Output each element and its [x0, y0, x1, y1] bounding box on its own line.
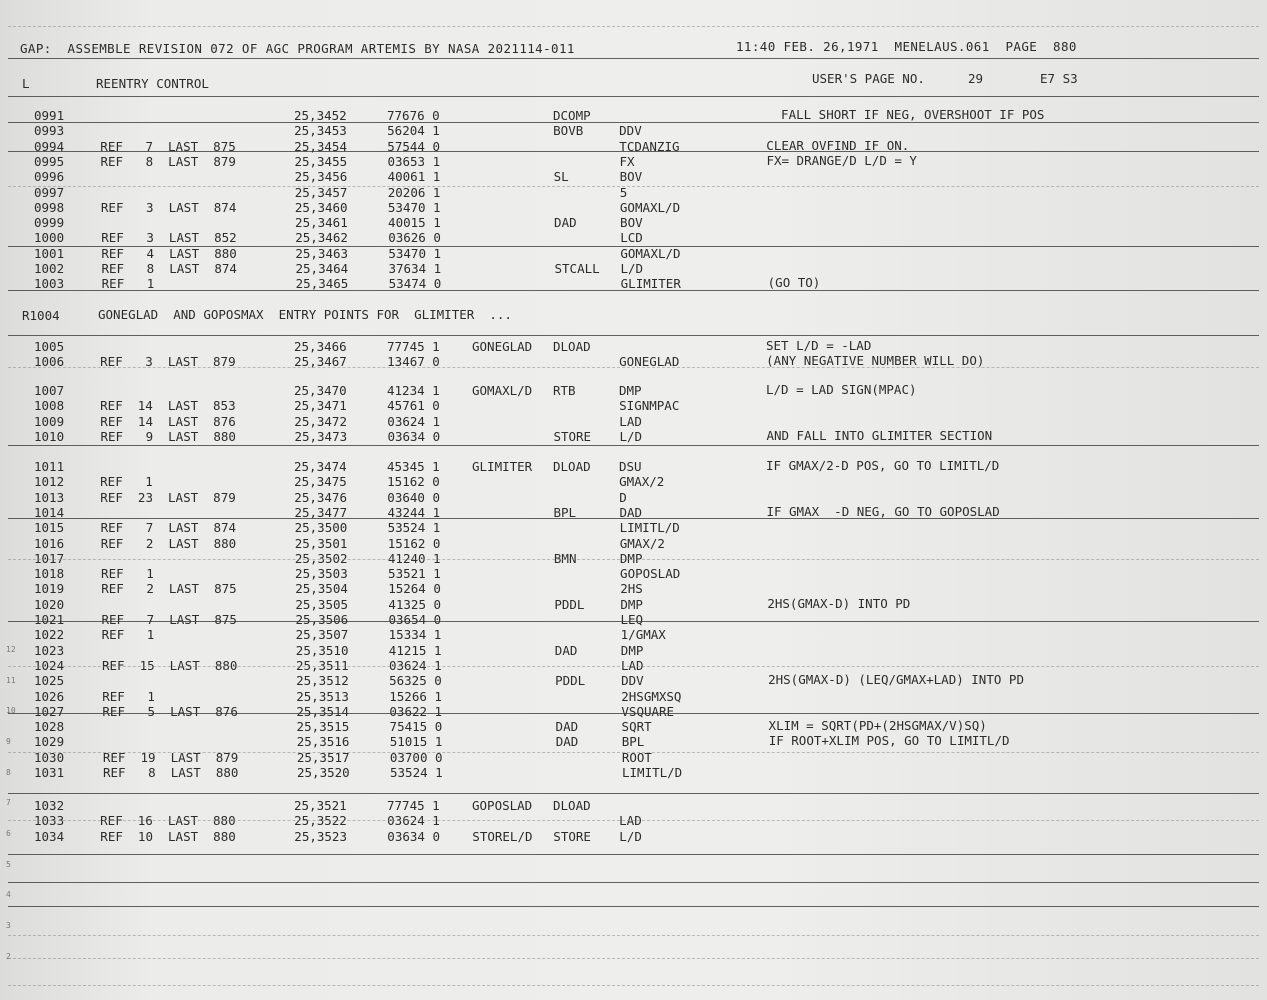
row-ref: REF 5 LAST 876	[102, 703, 238, 719]
row-addr: 25,3514	[296, 703, 350, 719]
row-seq: 1034	[34, 828, 65, 844]
row-seq: 1021	[34, 612, 65, 627]
row-addr: 25,3512	[296, 673, 349, 689]
row-seq: 0998	[34, 199, 65, 215]
row-word: 53470 1	[387, 199, 441, 215]
margin-number: 10	[6, 706, 16, 715]
row-seq: 1014	[34, 504, 65, 520]
page-guide	[8, 367, 1259, 368]
row-seq: 1010	[34, 428, 65, 444]
row-word: 75415 0	[389, 719, 443, 735]
row-seq: 1013	[34, 489, 65, 505]
row-operand: DDV	[619, 123, 642, 139]
row-operand: DDV	[621, 673, 644, 689]
row-operand: TCDANZIG	[619, 138, 680, 154]
row-comment: IF GMAX/2-D POS, GO TO LIMITL/D	[766, 458, 1000, 473]
row-seq: 1002	[34, 261, 65, 276]
page-guide	[8, 820, 1259, 821]
row-addr: 25,3502	[294, 550, 348, 566]
row-operand: VSQUARE	[621, 703, 675, 719]
row-addr: 25,3466	[294, 339, 347, 354]
row-word: 57544 0	[387, 138, 440, 154]
row-addr: 25,3467	[294, 354, 347, 370]
row-label: GONEGLAD	[472, 339, 533, 354]
user-page-label: USER'S PAGE NO.	[812, 71, 925, 86]
row-ref: REF 4 LAST 880	[101, 245, 237, 261]
page-rule	[8, 882, 1259, 883]
row-addr: 25,3462	[295, 230, 348, 246]
row-ref: REF 3 LAST 852	[101, 230, 237, 246]
row-seq: 1015	[34, 520, 65, 536]
row-addr: 25,3503	[295, 566, 348, 582]
row-seq: 1009	[34, 413, 65, 429]
row-word: 03622 1	[389, 703, 443, 719]
row-addr: 25,3523	[294, 828, 347, 844]
row-op: DAD	[554, 215, 577, 231]
margin-number: 5	[6, 860, 11, 869]
margin-number: 8	[6, 768, 11, 777]
row-addr: 25,3455	[294, 153, 348, 169]
row-operand: GMAX/2	[619, 474, 665, 490]
listing-header-left: GAP: ASSEMBLE REVISION 072 OF AGC PROGRAM ARTEMIS BY NASA 2021114-011	[20, 41, 575, 56]
row-addr: 25,3471	[294, 398, 347, 414]
row-seq: 1003	[34, 276, 65, 292]
row-operand: LAD	[619, 413, 642, 429]
row-word: 41240 1	[387, 550, 441, 566]
margin-number: 9	[6, 737, 11, 746]
page-rule	[8, 335, 1259, 336]
row-seq: 1012	[34, 474, 65, 490]
row-word: 37634 1	[388, 261, 442, 276]
row-addr: 25,3506	[295, 612, 349, 627]
row-operand: ROOT	[621, 749, 652, 765]
row-operand: BOV	[620, 215, 643, 231]
row-ref: REF 1	[100, 474, 153, 490]
remark-text: GONEGLAD AND GOPOSMAX ENTRY POINTS FOR GLIMITER ...	[98, 307, 512, 322]
row-seq: 0994	[34, 138, 65, 154]
row-addr: 25,3461	[295, 215, 348, 231]
row-op: RTB	[553, 383, 576, 398]
row-word: 53524 1	[387, 520, 441, 536]
margin-number: 12	[6, 645, 16, 654]
row-op: DLOAD	[553, 339, 591, 354]
row-addr: 25,3464	[295, 261, 349, 276]
row-operand: GMAX/2	[619, 535, 665, 551]
page-rule	[8, 621, 1259, 622]
page-rule	[8, 518, 1259, 519]
row-word: 15334 1	[388, 627, 442, 643]
row-addr: 25,3460	[294, 199, 348, 215]
row-operand: DMP	[620, 642, 644, 658]
row-seq: 1023	[34, 642, 65, 658]
row-word: 77745 1	[387, 339, 440, 354]
row-ref: REF 15 LAST 880	[101, 657, 238, 673]
row-op: BOVB	[553, 123, 584, 139]
section-title: REENTRY CONTROL	[96, 76, 209, 91]
row-comment: (GO TO)	[767, 275, 821, 291]
row-addr: 25,3511	[295, 657, 349, 673]
row-seq: 0991	[34, 108, 65, 123]
row-word: 40015 1	[388, 215, 441, 231]
row-comment: FALL SHORT IF NEG, OVERSHOOT IF POS	[766, 107, 1045, 122]
row-word: 20206 1	[387, 184, 441, 200]
row-label: GOPOSLAD	[472, 798, 533, 813]
row-seq: 1027	[34, 703, 65, 719]
row-addr: 25,3475	[294, 474, 347, 490]
row-operand: BPL	[621, 734, 645, 750]
row-operand: DMP	[620, 596, 643, 612]
margin-number: 3	[6, 921, 11, 930]
row-word: 51015 1	[389, 734, 443, 750]
page-rule	[8, 290, 1259, 291]
row-ref: REF 16 LAST 880	[100, 813, 236, 829]
row-addr: 25,3452	[294, 108, 347, 123]
row-addr: 25,3510	[295, 642, 349, 658]
row-seq: 1019	[34, 581, 65, 597]
page-guide	[8, 958, 1259, 959]
row-seq: 1032	[34, 798, 65, 813]
row-comment: FX= DRANGE/D L/D = Y	[766, 152, 917, 168]
page-guide	[8, 752, 1259, 753]
listing-header-right: 11:40 FEB. 26,1971 MENELAUS.061 PAGE 880	[736, 39, 1077, 54]
row-addr: 25,3517	[296, 749, 350, 765]
row-ref: REF 10 LAST 880	[100, 828, 236, 844]
row-operand: DAD	[619, 504, 643, 520]
page-guide	[8, 186, 1259, 187]
row-comment: IF GMAX -D NEG, GO TO GOPOSLAD	[766, 503, 1000, 519]
row-op: STORE	[553, 828, 591, 844]
row-ref: REF 2 LAST 875	[101, 581, 237, 597]
row-word: 56204 1	[387, 123, 440, 139]
row-seq: 1031	[34, 765, 65, 780]
row-addr: 25,3515	[296, 719, 350, 735]
row-word: 41215 1	[388, 642, 442, 658]
row-operand: DMP	[619, 550, 643, 566]
row-ref: REF 8 LAST 874	[101, 261, 237, 276]
row-operand: GLIMITER	[620, 276, 681, 292]
row-word: 53474 0	[388, 276, 442, 292]
row-operand: D	[619, 489, 627, 505]
row-ref: REF 8 LAST 880	[103, 765, 239, 780]
row-label: GLIMITER	[472, 459, 533, 474]
row-ref: REF 19 LAST 879	[102, 749, 239, 765]
row-seq: 1024	[34, 657, 65, 673]
row-operand: GONEGLAD	[619, 354, 680, 370]
page-rule	[8, 713, 1259, 714]
row-comment: 2HS(GMAX-D) (LEQ/GMAX+LAD) INTO PD	[768, 672, 1024, 688]
row-operand: BOV	[619, 169, 643, 185]
margin-number: 11	[6, 676, 16, 685]
row-operand: LIMITL/D	[622, 765, 683, 780]
row-addr: 25,3476	[294, 489, 347, 505]
row-word: 03624 1	[387, 413, 440, 429]
row-addr: 25,3516	[296, 734, 350, 750]
row-op: STCALL	[554, 261, 600, 276]
margin-number: 2	[6, 952, 11, 961]
margin-number: 6	[6, 829, 11, 838]
row-word: 53524 1	[390, 765, 443, 780]
row-seq: 1026	[34, 688, 65, 704]
page-guide	[8, 559, 1259, 560]
row-operand: 2HS	[620, 581, 643, 597]
page-rule	[8, 58, 1259, 59]
row-ref: REF 14 LAST 876	[100, 413, 236, 429]
row-seq: 0996	[34, 169, 65, 185]
row-operand: DMP	[619, 383, 642, 398]
page-rule	[8, 445, 1259, 446]
row-operand: DSU	[619, 459, 642, 474]
row-word: 53470 1	[388, 245, 442, 261]
row-seq: 1007	[34, 383, 65, 398]
row-operand: 2HSGMXSQ	[621, 688, 682, 704]
row-ref: REF 1	[102, 688, 155, 704]
row-word: 53521 1	[388, 566, 441, 582]
row-word: 03634 0	[387, 828, 440, 844]
row-word: 40061 1	[387, 169, 441, 185]
row-word: 03700 0	[389, 749, 443, 765]
row-ref: REF 9 LAST 880	[100, 428, 236, 444]
row-seq: 1022	[34, 627, 65, 643]
page-guide	[8, 985, 1259, 986]
row-word: 15162 0	[387, 474, 440, 490]
row-addr: 25,3522	[294, 813, 347, 829]
row-addr: 25,3477	[294, 504, 348, 520]
row-operand: LCD	[620, 230, 643, 246]
row-operand: 5	[619, 184, 628, 200]
row-addr: 25,3504	[295, 581, 348, 597]
page-guide	[8, 935, 1259, 936]
row-addr: 25,3453	[294, 123, 347, 139]
row-seq: 1029	[34, 734, 65, 750]
row-word: 77676 0	[387, 108, 440, 123]
page-rule	[8, 906, 1259, 907]
row-operand: 1/GMAX	[620, 627, 666, 643]
row-seq: 1011	[34, 459, 65, 474]
row-word: 43244 1	[387, 504, 441, 520]
row-operand: GOMAXL/D	[619, 199, 681, 215]
row-word: 03654 0	[388, 612, 442, 627]
row-word: 45345 1	[387, 459, 440, 474]
row-operand: LAD	[620, 657, 644, 673]
row-comment: SET L/D = -LAD	[766, 338, 872, 353]
row-addr: 25,3474	[294, 459, 347, 474]
row-operand: FX	[619, 153, 635, 169]
row-operand: L/D	[619, 828, 642, 844]
row-op: PDDL	[554, 596, 585, 612]
page-guide	[8, 26, 1259, 27]
row-ref: REF 3 LAST 879	[100, 354, 236, 370]
row-op: DAD	[555, 734, 579, 750]
row-operand: SIGNMPAC	[619, 398, 680, 414]
row-word: 15162 0	[387, 535, 441, 551]
row-seq: 1000	[34, 230, 65, 246]
row-operand: LEQ	[620, 612, 644, 627]
row-operand: SQRT	[621, 719, 652, 735]
row-seq: 0993	[34, 123, 65, 139]
row-comment: 2HS(GMAX-D) INTO PD	[767, 595, 911, 611]
row-addr: 25,3463	[295, 245, 349, 261]
row-operand: GOMAXL/D	[620, 245, 681, 261]
row-operand: LIMITL/D	[619, 520, 680, 536]
row-operand: L/D	[620, 261, 644, 276]
page-rule	[8, 246, 1259, 247]
user-page-number: 29	[968, 71, 984, 86]
row-op: BMN	[553, 550, 577, 566]
row-op: DLOAD	[553, 459, 591, 474]
row-comment: XLIM = SQRT(PD+(2HSGMAX/V)SQ)	[768, 718, 987, 734]
row-op: DLOAD	[553, 798, 591, 813]
row-operand: GOPOSLAD	[620, 566, 681, 582]
row-ref: REF 3 LAST 874	[100, 199, 237, 215]
row-seq: 1030	[34, 749, 65, 765]
row-seq: 1008	[34, 398, 65, 414]
margin-number: 7	[6, 798, 11, 807]
row-word: 03624 1	[387, 813, 440, 829]
row-ref: REF 1	[101, 566, 154, 582]
row-seq: 1016	[34, 535, 65, 551]
row-label: STOREL/D	[472, 828, 533, 844]
row-word: 03634 0	[387, 428, 441, 444]
margin-number: 4	[6, 890, 11, 899]
row-addr: 25,3472	[294, 413, 347, 429]
row-op: DCOMP	[553, 108, 591, 123]
row-addr: 25,3513	[296, 688, 349, 704]
row-ref: REF 7 LAST 874	[100, 520, 237, 536]
row-operand: LAD	[619, 813, 642, 829]
row-seq: 1025	[34, 673, 65, 689]
row-comment: IF ROOT+XLIM POS, GO TO LIMITL/D	[768, 733, 1010, 749]
row-word: 45761 0	[387, 398, 440, 414]
row-addr: 25,3505	[295, 596, 349, 612]
row-label: GOMAXL/D	[472, 383, 533, 398]
row-ref: REF 2 LAST 880	[100, 535, 237, 551]
row-ref: REF 23 LAST 879	[100, 489, 236, 505]
page-rule	[8, 854, 1259, 855]
row-ref: REF 14 LAST 853	[100, 398, 236, 414]
row-addr: 25,3470	[294, 383, 347, 398]
page-guide	[8, 666, 1259, 667]
row-addr: 25,3465	[295, 276, 349, 292]
row-addr: 25,3501	[294, 535, 348, 551]
row-ref: REF 7 LAST 875	[100, 138, 236, 154]
row-ref: REF 8 LAST 879	[100, 153, 236, 169]
row-addr: 25,3456	[294, 169, 348, 185]
row-operand: L/D	[619, 428, 643, 444]
row-addr: 25,3520	[297, 765, 350, 780]
row-addr: 25,3457	[294, 184, 348, 200]
row-seq: 0997	[34, 184, 65, 200]
row-addr: 25,3521	[294, 798, 347, 813]
row-word: 41325 0	[388, 596, 442, 612]
row-word: 41234 1	[387, 383, 440, 398]
remark-seq: R1004	[22, 308, 60, 323]
row-word: 03640 0	[387, 489, 440, 505]
row-ref: REF 7 LAST 875	[101, 612, 237, 627]
row-word: 56325 0	[389, 673, 442, 689]
row-op: BPL	[553, 504, 577, 520]
row-comment: L/D = LAD SIGN(MPAC)	[766, 382, 917, 397]
row-ref: REF 1	[101, 276, 155, 292]
page-rule	[8, 96, 1259, 97]
row-op: STORE	[553, 428, 592, 444]
row-seq: 0995	[34, 153, 65, 169]
row-comment: CLEAR OVFIND IF ON.	[766, 137, 910, 153]
row-word: 15266 1	[389, 688, 442, 704]
row-word: 03626 0	[388, 230, 441, 246]
row-op: SL	[553, 169, 569, 185]
row-op: DAD	[554, 642, 578, 658]
row-comment: AND FALL INTO GLIMITER SECTION	[766, 427, 993, 443]
row-word: 03624 1	[388, 657, 442, 673]
row-seq: 1033	[34, 813, 65, 829]
row-seq: 1018	[34, 566, 65, 582]
page-rule	[8, 122, 1259, 123]
row-seq: 1005	[34, 339, 65, 354]
page-rule	[8, 793, 1259, 794]
row-word: 15264 0	[388, 581, 441, 597]
row-addr: 25,3500	[294, 520, 348, 536]
listing-mark: L	[22, 76, 30, 91]
tape-id: E7 S3	[1040, 71, 1078, 86]
row-seq: 1006	[34, 354, 65, 370]
row-word: 13467 0	[387, 354, 440, 370]
row-op: DAD	[555, 719, 579, 735]
row-seq: 1017	[34, 550, 65, 566]
row-comment: (ANY NEGATIVE NUMBER WILL DO)	[766, 353, 985, 369]
row-seq: 0999	[34, 215, 65, 231]
page-rule	[8, 151, 1259, 152]
row-seq: 1001	[34, 245, 65, 261]
row-word: 77745 1	[387, 798, 440, 813]
row-seq: 1028	[34, 719, 65, 735]
row-op: PDDL	[555, 673, 586, 689]
row-word: 03653 1	[387, 153, 441, 169]
row-addr: 25,3454	[294, 138, 347, 154]
row-addr: 25,3473	[294, 428, 348, 444]
row-addr: 25,3507	[295, 627, 349, 643]
row-ref: REF 1	[101, 627, 155, 643]
row-seq: 1020	[34, 596, 65, 612]
